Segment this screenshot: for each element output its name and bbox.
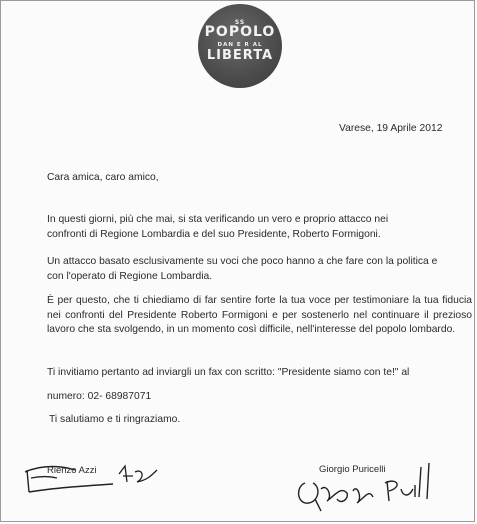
letter-closing: Ti salutiamo e ti ringraziamo. [49, 414, 181, 425]
logo-line-2: POPOLO [204, 24, 276, 40]
left-signature-scribble [23, 452, 163, 502]
logo-line-1: SS [234, 19, 246, 26]
letter-paragraph-3: È per questo, che ti chiediamo di far sentire forte la tua voce per testimoniare la tua fiducia nei confronti del Presidente Roberto Formigoni e per sostenerlo nel continuare il prezioso lavoro che sta svolgendo, in un momento così difficile, nell'interesse del popolo lombardo. [47, 295, 472, 335]
letter-paragraph-1: In questi giorni, più che mai, si sta verificando un vero e proprio attacco nei confronti di Regione Lombardia e del suo Presidente, Roberto Formigoni. [47, 214, 389, 240]
right-signature-scribble [291, 453, 441, 513]
right-signatory-name: Giorgio Puricelli [319, 464, 386, 475]
letter-greeting: Cara amica, caro amico, [47, 172, 159, 183]
left-signatory-name: Rienzo Azzi [47, 465, 97, 476]
letter-date: Varese, 19 Aprile 2012 [339, 123, 443, 134]
fax-number: numero: 02- 68987071 [47, 391, 152, 402]
letter-paragraph-4: Ti invitiamo pertanto ad inviargli un fax con scritto: "Presidente siamo con te!" al [47, 367, 410, 378]
party-logo [198, 4, 282, 88]
logo-line-4: LIBERTA [206, 48, 274, 63]
logo-line-3: DAN E R AL [217, 42, 263, 48]
letter-paragraph-2: Un attacco basato esclusivamente su voci che poco hanno a che fare con la politica e con l'operato di Regione Lombardia. [47, 256, 438, 282]
